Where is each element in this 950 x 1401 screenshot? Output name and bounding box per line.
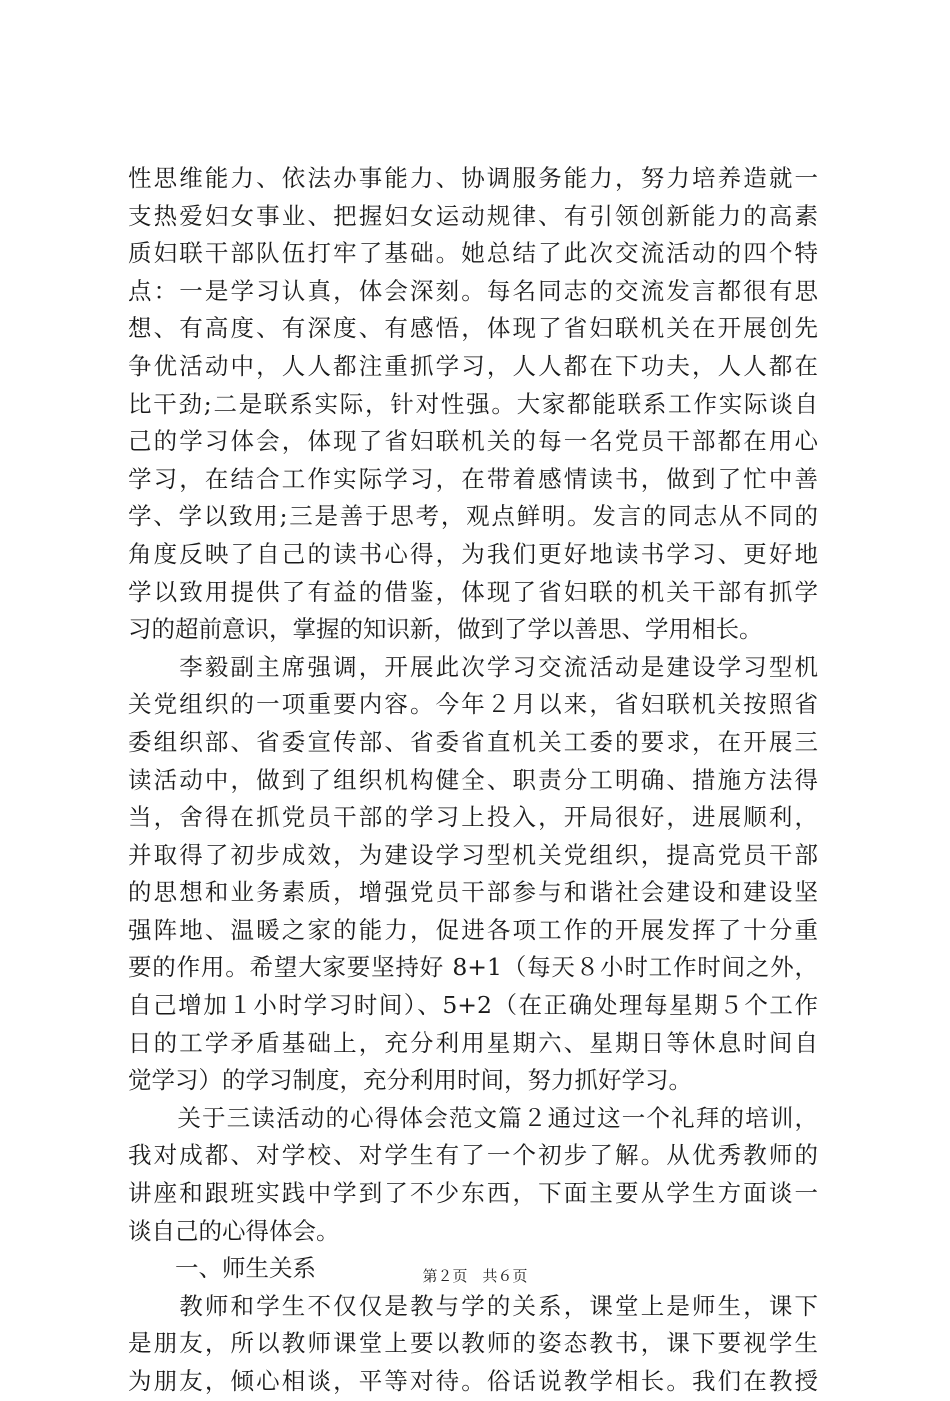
text-line: 习的超前意识，掌握的知识新，做到了学以善思、学用相长。	[128, 615, 763, 644]
text-line: 质妇联干部队伍打牢了基础。她总结了此次交流活动的四个特	[128, 239, 818, 268]
text-line: 读活动中，做到了组织机构健全、职责分工明确、措施方法得	[128, 765, 818, 794]
text-line: 争优活动中，人人都注重抓学习，人人都在下功夫，人人都在	[128, 351, 818, 380]
text-line: 觉学习）的学习制度，充分利用时间，努力抓好学习。	[128, 1066, 692, 1095]
text-line: 谈自己的心得体会。	[128, 1216, 340, 1245]
document-body	[128, 160, 818, 1401]
text-line: 支热爱妇女事业、把握妇女运动规律、有引领创新能力的高素	[128, 201, 818, 230]
text-line: 并取得了初步成效，为建设学习型机关党组织，提高党员干部	[128, 840, 818, 869]
text-line: 性思维能力、依法办事能力、协调服务能力，努力培养造就一	[128, 164, 818, 192]
text-line: 点：一是学习认真，体会深刻。每名同志的交流发言都很有思	[128, 276, 818, 305]
text-line: 一、师生关系	[128, 1254, 316, 1283]
text-line: 当，舍得在抓党员干部的学习上投入，开局很好，进展顺利，	[128, 803, 818, 832]
text-line: 日的工学矛盾基础上，充分利用星期六、星期日等休息时间自	[128, 1028, 818, 1057]
text-line: 讲座和跟班实践中学到了不少东西，下面主要从学生方面谈一	[128, 1179, 818, 1208]
text-line: 角度反映了自己的读书心得，为我们更好地读书学习、更好地	[128, 539, 818, 568]
text-line: 学以致用提供了有益的借鉴，体现了省妇联的机关干部有抓学	[128, 577, 818, 606]
text-line: 强阵地、温暖之家的能力，促进各项工作的开展发挥了十分重	[128, 915, 818, 944]
text-line: 比干劲;二是联系实际，针对性强。大家都能联系工作实际谈自	[128, 389, 818, 418]
text-line: 为朋友，倾心相谈，平等对待。俗话说教学相长。我们在教授	[128, 1367, 818, 1395]
text-line: 学、学以致用;三是善于思考，观点鲜明。发言的同志从不同的	[128, 502, 818, 531]
text-line: 己的学习体会，体现了省妇联机关的每一名党员干部都在用心	[128, 427, 818, 456]
text-line: 关于三读活动的心得体会范文篇２通过这一个礼拜的培训，	[128, 1103, 818, 1132]
page-footer: 第２页 共６页	[422, 1267, 528, 1285]
text-line: 想、有高度、有深度、有感悟，体现了省妇联机关在开展创先	[128, 314, 818, 343]
text-line: 委组织部、省委宣传部、省委省直机关工委的要求，在开展三	[128, 727, 818, 756]
text-line: 学习，在结合工作实际学习，在带着感情读书，做到了忙中善	[128, 464, 818, 493]
text-line: 要的作用。希望大家要坚持好 8+1（每天８小时工作时间之外，	[128, 953, 818, 982]
text-line: 自己增加１小时学习时间）、5+2（在正确处理每星期５个工作	[128, 991, 818, 1020]
text-line: 关党组织的一项重要内容。今年２月以来，省妇联机关按照省	[128, 690, 818, 719]
text-line: 教师和学生不仅仅是教与学的关系，课堂上是师生，课下	[128, 1291, 818, 1320]
text-line: 李毅副主席强调，开展此次学习交流活动是建设学习型机	[128, 652, 818, 681]
text-line: 我对成都、对学校、对学生有了一个初步了解。从优秀教师的	[128, 1141, 818, 1170]
text-line: 是朋友，所以教师课堂上要以教师的姿态教书，课下要视学生	[128, 1329, 818, 1358]
text-line: 的思想和业务素质，增强党员干部参与和谐社会建设和建设坚	[128, 878, 818, 907]
